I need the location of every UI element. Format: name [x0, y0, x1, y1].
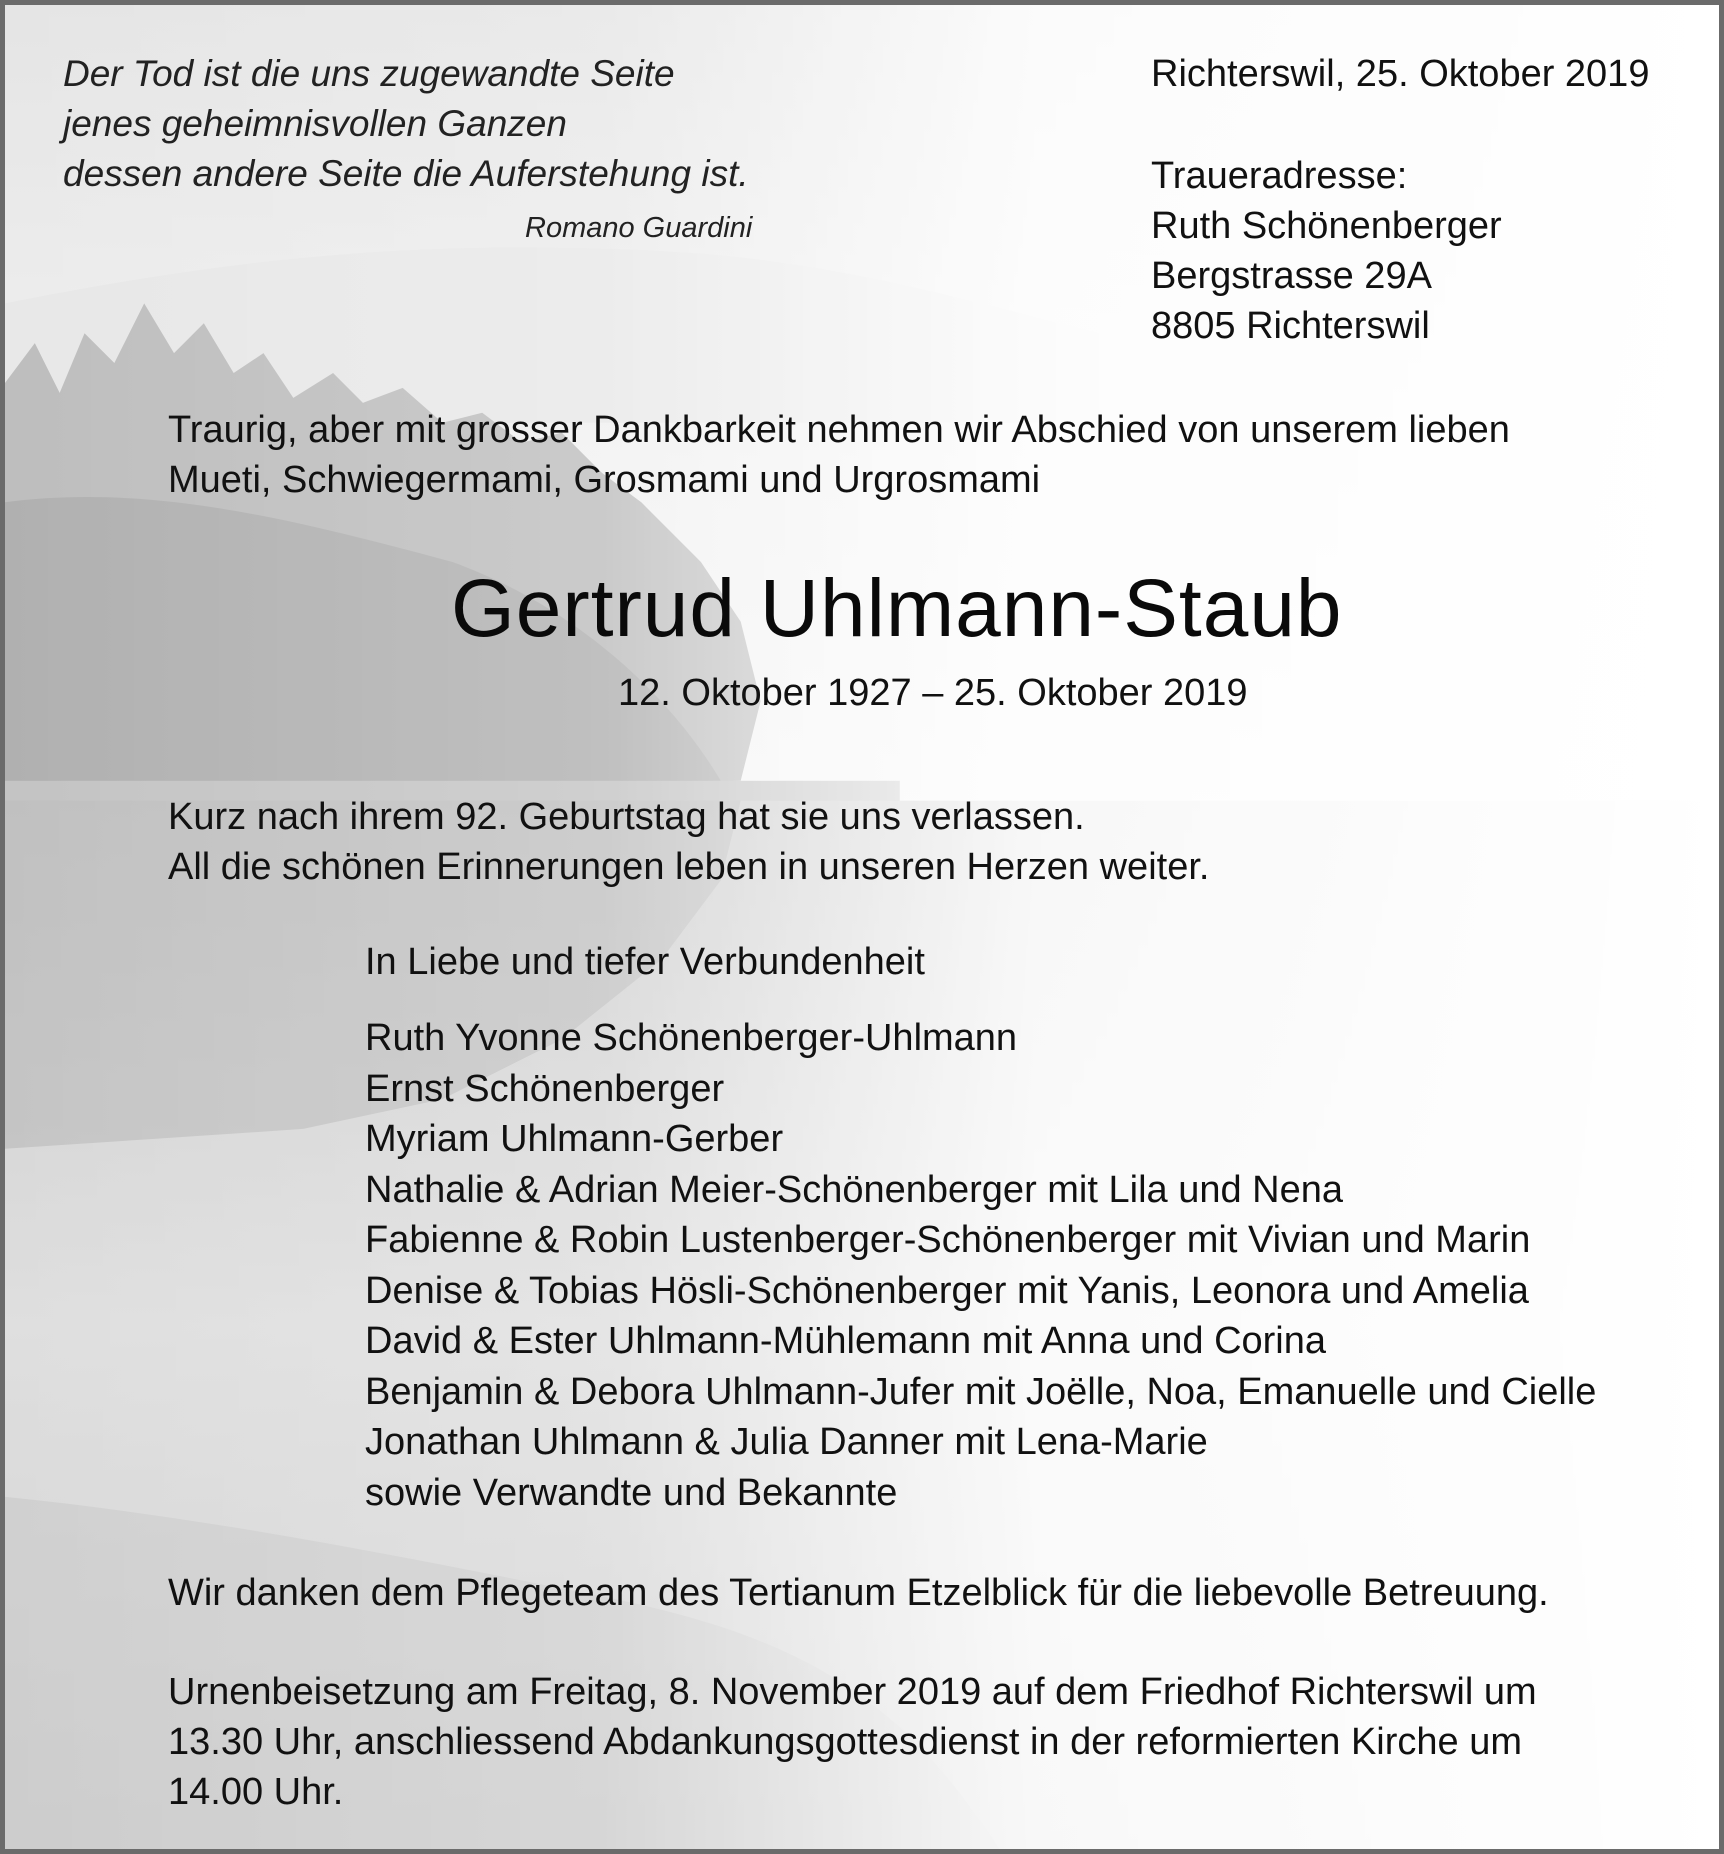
intro-line: Traurig, aber mit grosser Dankbarkeit nehmen wir Abschied von unserem lieben	[168, 409, 1510, 451]
funeral-details	[168, 1667, 1537, 1817]
mourners-list	[365, 1013, 1596, 1518]
thanks-note: Wir danken dem Pflegeteam des Tertianum Etzelblick für die liebevolle Betreuung.	[168, 1572, 1549, 1614]
funeral-line: 14.00 Uhr.	[168, 1771, 344, 1813]
intro-line: Mueti, Schwiegermami, Grosmami und Urgrosmami	[168, 459, 1041, 501]
remembrance-line: Kurz nach ihrem 92. Geburtstag hat sie uns verlassen.	[168, 796, 1085, 838]
mourner-entry: sowie Verwandte und Bekannte	[365, 1471, 898, 1514]
place-date: Richterswil, 25. Oktober 2019	[1151, 53, 1650, 95]
deceased-name: Gertrud Uhlmann-Staub	[451, 563, 1343, 654]
quote-line: jenes geheimnisvollen Ganzen	[63, 103, 567, 144]
mourner-entry: David & Ester Uhlmann-Mühlemann mit Anna und Corina	[365, 1320, 1327, 1362]
mourner-entry: Benjamin & Debora Uhlmann-Jufer mit Joëlle, Noa, Emanuelle und Cielle	[365, 1370, 1597, 1413]
mourner-entry: Ernst Schönenberger	[365, 1067, 725, 1110]
mourner-entry: Myriam Uhlmann-Gerber	[365, 1118, 784, 1160]
life-dates: 12. Oktober 1927 – 25. Oktober 2019	[618, 672, 1248, 714]
mourner-entry: Ruth Yvonne Schönenberger-Uhlmann	[365, 1017, 1018, 1059]
mourning-address-name: Ruth Schönenberger	[1151, 205, 1502, 247]
remembrance-line: All die schönen Erinnerungen leben in unseren Herzen weiter.	[168, 846, 1210, 888]
mourning-address-street: Bergstrasse 29A	[1151, 255, 1432, 297]
funeral-line: 13.30 Uhr, anschliessend Abdankungsgottesdienst in der reformierten Kirche um	[168, 1721, 1523, 1763]
funeral-line: Urnenbeisetzung am Freitag, 8. November 2019 auf dem Friedhof Richterswil um	[168, 1671, 1537, 1713]
farewell-phrase: In Liebe und tiefer Verbundenheit	[365, 941, 925, 983]
intro-text	[168, 405, 1510, 505]
quote-line: Der Tod ist die uns zugewandte Seite	[63, 53, 675, 94]
mourner-entry: Denise & Tobias Hösli-Schönenberger mit Yanis, Leonora und Amelia	[365, 1269, 1529, 1312]
mourning-address	[1151, 151, 1502, 351]
quote-block	[63, 49, 749, 199]
mourner-entry: Jonathan Uhlmann & Julia Danner mit Lena-Marie	[365, 1421, 1208, 1463]
mourner-entry: Nathalie & Adrian Meier-Schönenberger mit Lila und Nena	[365, 1168, 1343, 1211]
quote-line: dessen andere Seite die Auferstehung ist.	[63, 153, 749, 194]
mourning-address-label: Traueradresse:	[1151, 155, 1408, 197]
remembrance-text	[168, 792, 1209, 892]
mourning-address-city: 8805 Richterswil	[1151, 305, 1430, 347]
quote-author: Romano Guardini	[525, 212, 753, 244]
mourner-entry: Fabienne & Robin Lustenberger-Schönenberger mit Vivian und Marin	[365, 1219, 1531, 1261]
